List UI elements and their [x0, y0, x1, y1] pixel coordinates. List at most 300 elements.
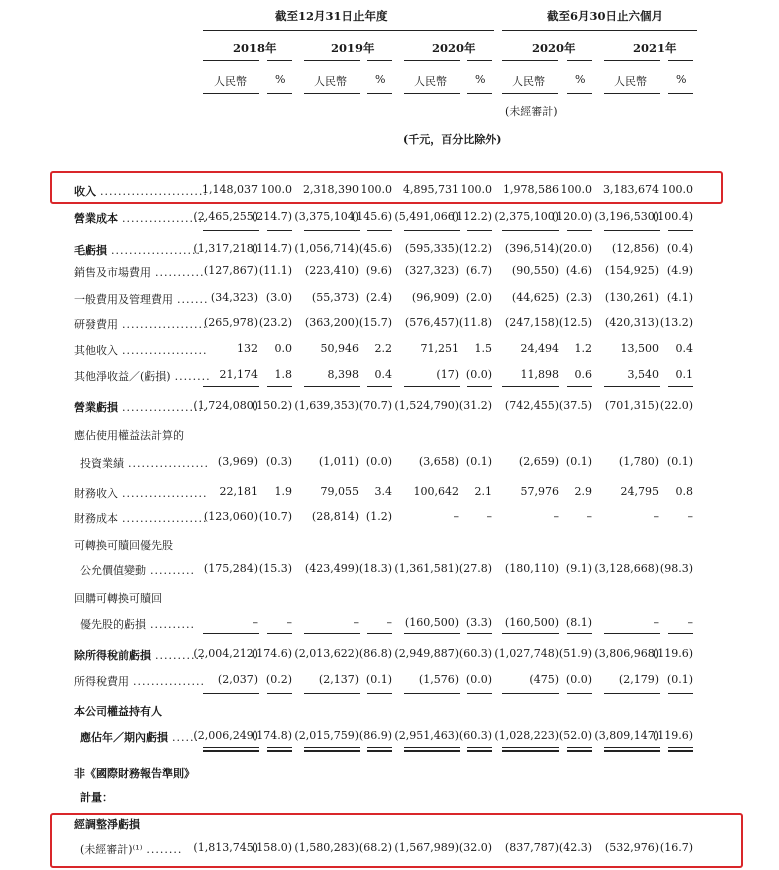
- leader-dots: ..........: [150, 618, 195, 631]
- sub-rule: [502, 93, 558, 94]
- row-value: (223,410): [304, 264, 359, 277]
- table-row: [0, 426, 779, 444]
- row-label: 研發費用 ...................: [74, 318, 208, 331]
- row-value: –: [453, 510, 459, 523]
- row-value: (0.2): [265, 673, 292, 686]
- row-value: 22,181: [219, 485, 258, 498]
- row-value: (119.6): [652, 729, 693, 742]
- row-value: 11,898: [520, 368, 559, 381]
- single-rule: [304, 230, 360, 231]
- row-value: (1,567,989): [394, 841, 459, 854]
- leader-dots: ........................: [100, 185, 208, 198]
- row-value: (837,787): [504, 841, 559, 854]
- row-label: 除所得稅前虧損 ...........: [74, 649, 205, 662]
- row-value: (2,375,100): [494, 210, 559, 223]
- year-rule: [267, 60, 292, 61]
- table-row: [0, 561, 779, 579]
- row-value: (2.0): [465, 291, 492, 304]
- highlight-box-adjusted-net-loss: [50, 813, 743, 868]
- row-label: 營業虧損 ...................: [74, 401, 208, 414]
- single-rule: [203, 230, 259, 231]
- leader-dots: ........: [146, 843, 183, 856]
- single-rule: [267, 693, 292, 694]
- row-value: 1.2: [574, 342, 592, 355]
- row-value: (18.3): [358, 562, 392, 575]
- table-row: [0, 788, 779, 806]
- row-value: (2,037): [217, 673, 258, 686]
- row-value: 1,148,037: [202, 183, 258, 196]
- row-value: (160,500): [504, 616, 559, 629]
- leader-dots: ..........: [150, 564, 195, 577]
- single-rule: [404, 230, 460, 231]
- table-row: [0, 209, 779, 227]
- row-value: 0.8: [675, 485, 693, 498]
- row-value: (10.7): [258, 510, 292, 523]
- leader-dots: ...................: [122, 401, 208, 414]
- single-rule: [604, 693, 660, 694]
- single-rule: [668, 386, 693, 387]
- table-row: [0, 241, 779, 259]
- header-rule-interim: [502, 30, 697, 31]
- single-rule: [267, 230, 292, 231]
- row-value: (2,004,212): [193, 647, 258, 660]
- table-row: [0, 367, 779, 385]
- leader-dots: ........: [174, 370, 211, 383]
- single-rule: [404, 633, 460, 634]
- year-2018: 2018年: [233, 41, 277, 55]
- table-row: [0, 615, 779, 633]
- single-rule: [467, 386, 492, 387]
- row-value: 2.1: [474, 485, 492, 498]
- sub-rule: [668, 93, 693, 94]
- percent-label: %: [275, 73, 286, 86]
- row-label: 財務收入 ...................: [74, 487, 208, 500]
- row-value: (2,137): [318, 673, 359, 686]
- row-value: (1,317,218): [193, 242, 258, 255]
- row-value: (127,867): [203, 264, 258, 277]
- single-rule: [203, 693, 259, 694]
- row-value: (90,550): [511, 264, 559, 277]
- table-row: [0, 263, 779, 281]
- single-rule: [467, 230, 492, 231]
- year-2020: 2020年: [432, 41, 476, 55]
- row-value: 100.0: [460, 183, 492, 196]
- single-rule: [304, 386, 360, 387]
- row-value: (3.3): [465, 616, 492, 629]
- row-value: (1,639,353): [294, 399, 359, 412]
- row-label: 其他淨收益／(虧損) ........: [74, 370, 211, 383]
- single-rule: [367, 230, 392, 231]
- single-rule: [304, 633, 360, 634]
- row-label: 公允價值變動 ..........: [80, 564, 195, 577]
- single-rule: [668, 751, 693, 752]
- row-value: (160,500): [404, 616, 459, 629]
- row-value: (20.0): [558, 242, 592, 255]
- header-rule-annual: [203, 30, 494, 31]
- row-value: (120.0): [551, 210, 592, 223]
- row-value: (5,491,066): [394, 210, 459, 223]
- single-rule: [367, 633, 392, 634]
- row-value: (12,856): [611, 242, 659, 255]
- row-value: (576,457): [404, 316, 459, 329]
- year-rule: [567, 60, 592, 61]
- row-value: 57,976: [520, 485, 559, 498]
- row-value: (3,196,530): [594, 210, 659, 223]
- row-value: (4.1): [666, 291, 693, 304]
- table-row: [0, 702, 779, 720]
- single-rule: [502, 751, 559, 752]
- row-value: 24,795: [620, 485, 659, 498]
- single-rule: [604, 633, 660, 634]
- row-value: (119.6): [652, 647, 693, 660]
- row-value: 100,642: [413, 485, 459, 498]
- row-value: (0.0): [465, 368, 492, 381]
- row-value: (11.1): [258, 264, 292, 277]
- row-value: (32.0): [458, 841, 492, 854]
- single-rule: [304, 751, 360, 752]
- year-rule: [467, 60, 492, 61]
- row-value: (158.0): [251, 841, 292, 854]
- row-value: (0.0): [565, 673, 592, 686]
- row-value: (0.1): [365, 673, 392, 686]
- row-value: –: [486, 510, 492, 523]
- row-value: –: [553, 510, 559, 523]
- leader-dots: .......: [177, 293, 209, 306]
- year-2021-h1: 2021年: [633, 41, 677, 55]
- row-value: (60.3): [458, 647, 492, 660]
- row-value: 21,174: [219, 368, 258, 381]
- row-label: 計量：: [80, 791, 113, 804]
- row-value: (420,313): [604, 316, 659, 329]
- single-rule: [567, 230, 592, 231]
- table-row: [0, 536, 779, 554]
- row-value: (1,576): [418, 673, 459, 686]
- single-rule: [203, 751, 259, 752]
- table-row: [0, 454, 779, 472]
- row-label: 回購可轉換可贖回: [74, 592, 162, 605]
- single-rule: [502, 386, 559, 387]
- row-value: (12.2): [458, 242, 492, 255]
- single-rule: [567, 386, 592, 387]
- row-value: (214.7): [251, 210, 292, 223]
- row-value: 3.4: [374, 485, 392, 498]
- sub-rule: [267, 93, 292, 94]
- sub-rule: [567, 93, 592, 94]
- row-value: (174.6): [251, 647, 292, 660]
- row-value: (1,524,790): [394, 399, 459, 412]
- row-value: 4,895,731: [403, 183, 459, 196]
- row-value: (150.2): [251, 399, 292, 412]
- row-value: (0.1): [465, 455, 492, 468]
- table-row: [0, 672, 779, 690]
- row-value: –: [586, 510, 592, 523]
- table-row: [0, 484, 779, 502]
- table-row: [0, 290, 779, 308]
- row-label: 一般費用及管理費用 .......: [74, 293, 209, 306]
- single-rule: [502, 693, 559, 694]
- row-value: (31.2): [458, 399, 492, 412]
- row-value: (175,284): [203, 562, 258, 575]
- single-rule: [502, 230, 559, 231]
- single-rule: [267, 386, 292, 387]
- row-value: (100.4): [652, 210, 693, 223]
- row-value: 100.0: [360, 183, 392, 196]
- single-rule: [304, 693, 360, 694]
- row-value: (1,011): [318, 455, 359, 468]
- row-value: (1,027,748): [494, 647, 559, 660]
- sub-rule: [404, 93, 460, 94]
- row-value: 79,055: [320, 485, 359, 498]
- table-row: [0, 398, 779, 416]
- row-value: (2,013,622): [294, 647, 359, 660]
- row-value: (60.3): [458, 729, 492, 742]
- row-value: (145.6): [351, 210, 392, 223]
- row-value: (13.2): [659, 316, 693, 329]
- leader-dots: ................: [133, 675, 205, 688]
- row-value: (423,499): [304, 562, 359, 575]
- row-value: 2.9: [574, 485, 592, 498]
- leader-dots: ....................: [111, 244, 201, 257]
- row-label: 銷售及市場費用 ...........: [74, 266, 205, 279]
- row-value: (37.5): [558, 399, 592, 412]
- year-rule: [367, 60, 392, 61]
- single-rule: [203, 386, 259, 387]
- year-rule: [668, 60, 693, 61]
- row-value: (363,200): [304, 316, 359, 329]
- currency-label: 人民幣: [512, 75, 545, 88]
- row-value: (9.1): [565, 562, 592, 575]
- leader-dots: ...................: [122, 318, 208, 331]
- row-value: (123,060): [203, 510, 258, 523]
- single-rule: [567, 633, 592, 634]
- row-value: (9.6): [365, 264, 392, 277]
- year-rule: [203, 60, 259, 61]
- single-rule: [467, 751, 492, 752]
- row-label: (未經審計)⁽¹⁾ ........: [80, 843, 183, 856]
- single-rule: [404, 751, 460, 752]
- row-value: (6.7): [465, 264, 492, 277]
- row-value: (17): [436, 368, 459, 381]
- percent-label: %: [575, 73, 586, 86]
- row-value: (1,724,080): [193, 399, 258, 412]
- sub-rule: [304, 93, 360, 94]
- table-row: [0, 589, 779, 607]
- row-label: 非《國際財務報告準則》: [74, 767, 195, 780]
- row-value: (2.3): [565, 291, 592, 304]
- row-value: (45.6): [358, 242, 392, 255]
- row-value: (3.0): [265, 291, 292, 304]
- row-value: (27.8): [458, 562, 492, 575]
- row-value: (595,335): [404, 242, 459, 255]
- row-value: (11.8): [458, 316, 492, 329]
- row-value: 1,978,586: [503, 183, 559, 196]
- row-value: 0.1: [675, 368, 693, 381]
- single-rule: [267, 633, 292, 634]
- row-value: 100.0: [560, 183, 592, 196]
- table-row: [0, 646, 779, 664]
- row-value: –: [353, 616, 359, 629]
- row-value: –: [386, 616, 392, 629]
- year-rule: [604, 60, 660, 61]
- sub-rule: [367, 93, 392, 94]
- row-value: (44,625): [511, 291, 559, 304]
- row-value: (532,976): [604, 841, 659, 854]
- row-value: (180,110): [504, 562, 559, 575]
- row-label: 經調整淨虧損: [74, 818, 140, 831]
- row-value: (86.9): [358, 729, 392, 742]
- single-rule: [367, 751, 392, 752]
- table-row: [0, 509, 779, 527]
- single-rule: [604, 386, 660, 387]
- table-row: [0, 728, 779, 746]
- row-value: (28,814): [311, 510, 359, 523]
- row-value: 2.2: [374, 342, 392, 355]
- leader-dots: ...................: [122, 344, 208, 357]
- row-label: 所得稅費用 ................: [74, 675, 205, 688]
- leader-dots: ......: [172, 731, 199, 744]
- currency-label: 人民幣: [214, 75, 247, 88]
- row-value: (3,128,668): [594, 562, 659, 575]
- row-value: (0.1): [666, 673, 693, 686]
- row-label: 本公司權益持有人: [74, 705, 162, 718]
- row-value: 2,318,390: [303, 183, 359, 196]
- row-value: (3,375,104): [294, 210, 359, 223]
- row-value: (2,179): [618, 673, 659, 686]
- percent-label: %: [475, 73, 486, 86]
- row-value: (265,978): [203, 316, 258, 329]
- single-rule: [502, 633, 559, 634]
- single-rule: [404, 386, 460, 387]
- row-value: 1.5: [474, 342, 492, 355]
- unaudited-label: (未經審計): [505, 105, 558, 118]
- leader-dots: ...................: [122, 487, 208, 500]
- leader-dots: ...........: [155, 266, 205, 279]
- row-value: (1,056,714): [294, 242, 359, 255]
- row-value: (2,949,887): [394, 647, 459, 660]
- single-rule: [668, 693, 693, 694]
- row-value: (130,261): [604, 291, 659, 304]
- row-value: (1,580,283): [294, 841, 359, 854]
- single-rule: [604, 230, 660, 231]
- row-label: 應佔使用權益法計算的: [74, 429, 184, 442]
- row-label: 營業成本 ...................: [74, 212, 208, 225]
- row-value: (174.8): [251, 729, 292, 742]
- row-value: 0.6: [574, 368, 592, 381]
- row-value: (1,813,745): [193, 841, 258, 854]
- table-row: [0, 764, 779, 782]
- row-value: 100.0: [661, 183, 693, 196]
- leader-dots: ...........: [155, 649, 205, 662]
- row-value: –: [286, 616, 292, 629]
- row-value: (52.0): [558, 729, 592, 742]
- row-value: (16.7): [659, 841, 693, 854]
- row-value: (2.4): [365, 291, 392, 304]
- year-rule: [502, 60, 558, 61]
- row-value: (0.1): [565, 455, 592, 468]
- row-value: (0.4): [666, 242, 693, 255]
- row-value: (1,028,223): [494, 729, 559, 742]
- percent-label: %: [676, 73, 687, 86]
- row-value: 3,183,674: [603, 183, 659, 196]
- row-value: 0.0: [274, 342, 292, 355]
- unit-note: (千元，百分比除外): [403, 133, 502, 146]
- row-value: (2,465,255): [193, 210, 258, 223]
- row-label: 收入 ........................: [74, 185, 208, 198]
- row-value: (34,323): [210, 291, 258, 304]
- year-2020-h1: 2020年: [532, 41, 576, 55]
- currency-label: 人民幣: [314, 75, 347, 88]
- row-value: 8,398: [327, 368, 359, 381]
- leader-dots: ...................: [122, 512, 208, 525]
- row-value: (70.7): [358, 399, 392, 412]
- single-rule: [604, 751, 660, 752]
- row-value: 50,946: [320, 342, 359, 355]
- row-value: (396,514): [504, 242, 559, 255]
- row-value: (86.8): [358, 647, 392, 660]
- row-value: –: [687, 616, 693, 629]
- row-value: (114.7): [251, 242, 292, 255]
- row-label: 其他收入 ...................: [74, 344, 208, 357]
- row-value: (2,006,249): [193, 729, 258, 742]
- row-value: (0.0): [365, 455, 392, 468]
- row-value: (12.5): [558, 316, 592, 329]
- row-value: (742,455): [504, 399, 559, 412]
- row-value: (475): [529, 673, 559, 686]
- row-label: 投資業績 ..................: [80, 457, 209, 470]
- single-rule: [203, 633, 259, 634]
- sub-rule: [467, 93, 492, 94]
- row-value: (0.0): [465, 673, 492, 686]
- row-value: (0.3): [265, 455, 292, 468]
- single-rule: [367, 386, 392, 387]
- row-value: 132: [237, 342, 258, 355]
- row-value: (3,969): [217, 455, 258, 468]
- row-value: 0.4: [675, 342, 693, 355]
- single-rule: [404, 693, 460, 694]
- row-value: (3,806,968): [594, 647, 659, 660]
- currency-label: 人民幣: [414, 75, 447, 88]
- leader-dots: ...................: [122, 212, 208, 225]
- row-value: (327,323): [404, 264, 459, 277]
- single-rule: [567, 751, 592, 752]
- sub-rule: [604, 93, 660, 94]
- row-value: (68.2): [358, 841, 392, 854]
- single-rule: [467, 693, 492, 694]
- row-value: (23.2): [258, 316, 292, 329]
- row-label: 優先股的虧損 ..........: [80, 618, 195, 631]
- row-value: 24,494: [520, 342, 559, 355]
- row-value: (2,015,759): [294, 729, 359, 742]
- row-value: (112.2): [451, 210, 492, 223]
- row-value: (2,951,463): [394, 729, 459, 742]
- row-value: 3,540: [627, 368, 659, 381]
- table-row: [0, 341, 779, 359]
- row-value: 100.0: [260, 183, 292, 196]
- table-row: [0, 315, 779, 333]
- row-value: –: [687, 510, 693, 523]
- row-value: 0.4: [374, 368, 392, 381]
- row-value: (22.0): [659, 399, 693, 412]
- row-value: (55,373): [311, 291, 359, 304]
- row-value: (98.3): [659, 562, 693, 575]
- year-rule: [304, 60, 360, 61]
- single-rule: [668, 633, 693, 634]
- row-value: (51.9): [558, 647, 592, 660]
- single-rule: [567, 693, 592, 694]
- sub-rule: [203, 93, 259, 94]
- row-value: (0.1): [666, 455, 693, 468]
- row-value: (96,909): [411, 291, 459, 304]
